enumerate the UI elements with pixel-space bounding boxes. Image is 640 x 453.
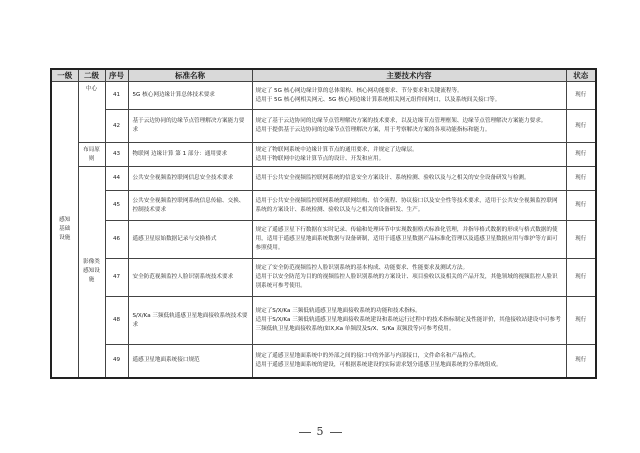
- requirement-line: 规定了 5G 核心网边缘计算的总体架构、核心网功能要求、节分要求和关键流程等。: [255, 87, 463, 94]
- row-no: 41: [105, 82, 128, 110]
- requirement-line: 适用于 5G 核心网相关网元、5G 核心网边缘计算系统相关网元组件间网口，以及系统间关接口等。: [255, 96, 501, 103]
- table-row: [51, 143, 596, 167]
- status-cell: 现行: [566, 221, 596, 259]
- status-cell: 现行: [566, 345, 596, 378]
- table-row: [51, 259, 596, 297]
- standard-name: 遥感卫星原始数据记录与交换格式: [128, 221, 252, 259]
- row-no: 49: [105, 345, 128, 378]
- requirement-content: [252, 110, 566, 143]
- requirement-content: [252, 221, 566, 259]
- standard-name: 遥感卫星地面系统接口规范: [128, 345, 252, 378]
- requirement-line: 规定了遥感卫星地面系统中的外部之间的接口中的外部与内部接口，文件命名和产品格式。: [255, 352, 480, 359]
- standard-name: 公共安全视频监控联网系统信息传输、交换、控制技术要求: [128, 191, 252, 221]
- header-level2: 二级: [78, 69, 105, 82]
- requirement-line: 适用于公共安全视频监控联网系统的联网结构、信令流程、协议接口以及安全性等技术要求，适用于公共安全视频监控联网系统的方案设计、系统检测、验收以及与之相关的设备研发、生产。: [255, 197, 558, 213]
- standard-name: 安全防范视频监控人脸识别系统技术要求: [128, 259, 252, 297]
- requirement-content: [252, 259, 566, 297]
- page-number-dash-right: [330, 432, 342, 433]
- standards-table-page: [50, 68, 595, 379]
- header-content: 主要技术内容: [252, 69, 566, 82]
- standard-name: 5G 核心网边缘计算总体技术要求: [128, 82, 252, 110]
- row-no: 44: [105, 167, 128, 191]
- status-cell: 现行: [566, 259, 596, 297]
- page-number: [0, 425, 640, 438]
- requirement-line: 规定了安全防范视频监控人脸识别系统的基本构成、功能要求、性能要求及测试方法。: [255, 265, 469, 271]
- table-row: [51, 82, 596, 110]
- row-no: 42: [105, 110, 128, 143]
- requirement-content: [252, 191, 566, 221]
- requirement-line: 适用于遥感卫星地面系统的建设，可根据系统建设的实际需求划分遥感卫星地面系统的分系统组成。: [255, 361, 502, 368]
- status-cell: 现行: [566, 297, 596, 345]
- row-no: 45: [105, 191, 128, 221]
- page-number-value: 5: [316, 425, 324, 438]
- header-level1: 一级: [51, 69, 78, 82]
- table-row: [51, 221, 596, 259]
- row-no: 46: [105, 221, 128, 259]
- table-header-row: [51, 69, 596, 82]
- table-row: [51, 167, 596, 191]
- status-cell: 现行: [566, 167, 596, 191]
- table-row: [51, 345, 596, 378]
- requirement-content: [252, 297, 566, 345]
- header-no: 序号: [105, 69, 128, 82]
- requirement-content: [252, 82, 566, 110]
- table-row: [51, 191, 596, 221]
- requirement-line: 规定了S/X/Ka 三频低轨遥感卫星地面接收系统的功能和技术指标。: [255, 308, 421, 314]
- level2-cell-video: 影像类感知设施: [78, 167, 105, 378]
- requirement-content: [252, 167, 566, 191]
- level1-cell: 感知基础设施: [51, 82, 78, 378]
- status-cell: 现行: [566, 110, 596, 143]
- standard-name: 基于云边协同的边缘节点管理解决方案能力要求: [128, 110, 252, 143]
- standards-table: [50, 68, 597, 379]
- requirement-line: 规定了物联网系统中边缘计算节点的通用要求，并规定了边缘层。: [255, 146, 418, 153]
- requirement-content: [252, 143, 566, 167]
- header-name: 标准名称: [128, 69, 252, 82]
- header-status: 状态: [566, 69, 596, 82]
- row-no: 43: [105, 143, 128, 167]
- level2-cell-center: 中心: [78, 82, 105, 143]
- requirement-content: [252, 345, 566, 378]
- requirement-line: 适用于S/X/Ka 三频低轨遥感卫星地面接收系统建设和系统运行过程中的技术指标制定及性能评价，其他接收站建设中可参考三频低轨卫星地面接收系统(如X,Ka 单频段及S/X、S/Ka 双频段等)可参考使用。: [255, 317, 561, 332]
- table-row: [51, 110, 596, 143]
- row-no: 47: [105, 259, 128, 297]
- requirement-line: 适用于以安全防范为目的的视频监控人脸识别系统的方案设计、项目验收以及相关的产品开发，其他领域的视频监控人脸识别系统可参考使用。: [255, 274, 558, 289]
- requirement-line: 规定了基于云边协同的边缘节点管理解决方案的技术要求，以及边缘节点管理框架、边缘节点管理解决方案能力要求。: [255, 118, 547, 124]
- requirement-line: 适用于公共安全视频监控联网系统的信息安全方案设计、系统检测、验收以及与之相关的安全设备研发与检测。: [255, 175, 530, 181]
- requirement-line: 规定了遥感卫星下行数据在实时记录、传输和处理环节中实现数据格式标准化管理，并指导格式数据的形成与格式数据的使用，适用于遥感卫星地面系统数据与设备研制，适用于遥感卫星数据产品标准化管理以及遥感卫星数据应用与维护等方面可参照使用。: [255, 227, 558, 251]
- requirement-line: 适用于提供基于云边协同的边缘节点管理解决方案，用于考察解决方案的各项功能指标和能力。: [255, 127, 491, 133]
- level2-cell-layout: 布局原则: [78, 143, 105, 167]
- status-cell: 现行: [566, 82, 596, 110]
- page-number-dash-left: [299, 432, 311, 433]
- table-row: [51, 297, 596, 345]
- requirement-line: 适用于物联网中边缘计算节点的设计、开发和应用。: [255, 155, 385, 162]
- status-cell: 现行: [566, 143, 596, 167]
- standard-name: S/X/Ka 三频低轨遥感卫星地面接收系统技术要求: [128, 297, 252, 345]
- standard-name: 物联网 边缘计算 第 1 部分：通用要求: [128, 143, 252, 167]
- row-no: 48: [105, 297, 128, 345]
- standard-name: 公共安全视频监控联网信息安全技术要求: [128, 167, 252, 191]
- status-cell: 现行: [566, 191, 596, 221]
